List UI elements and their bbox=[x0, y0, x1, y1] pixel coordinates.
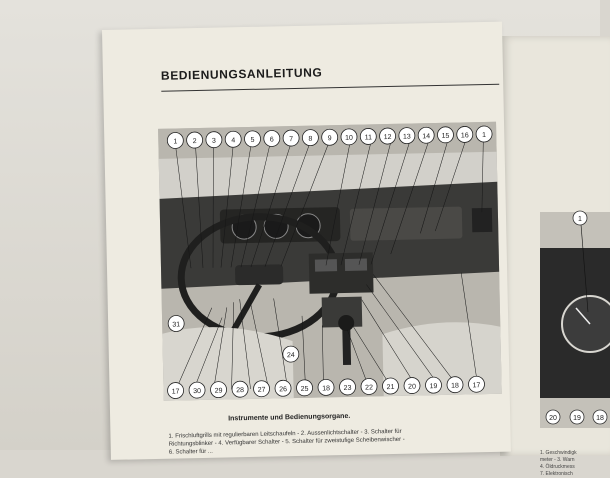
top-callout-label: 8 bbox=[308, 135, 313, 143]
dashboard-illustration bbox=[158, 122, 502, 401]
bottom-callout-label: 29 bbox=[214, 387, 223, 395]
top-callout-label: 6 bbox=[269, 136, 274, 144]
bottom-callout-label: 18 bbox=[451, 382, 460, 390]
bottom-callout-label: 22 bbox=[365, 384, 374, 392]
top-callout-label: 5 bbox=[250, 136, 255, 144]
top-callout-label: 15 bbox=[441, 132, 450, 140]
caption-line: 1. Frischluftgrills mit regulierbaren Leitschaufeln - 2. Aussenlichtschalter - 3. Schalter für bbox=[168, 428, 402, 440]
page-heading: BEDIENUNGSANLEITUNG bbox=[160, 65, 323, 83]
bottom-callout-label: 19 bbox=[429, 383, 438, 391]
right-label-0: 1 bbox=[578, 216, 582, 223]
top-callout-label: 14 bbox=[422, 133, 431, 141]
console-switch-right bbox=[345, 259, 367, 271]
bottom-callout-label: 25 bbox=[300, 385, 309, 393]
right-page-photo bbox=[540, 212, 610, 428]
speedometer-gauge bbox=[562, 296, 610, 352]
bottom-callout-label: 20 bbox=[408, 383, 417, 391]
right-caption-line: 1. Geschwindigk bbox=[540, 450, 577, 456]
bottom-callout-label: 17 bbox=[171, 388, 180, 396]
right-label-2: 19 bbox=[573, 415, 581, 422]
top-callout-label: 3 bbox=[211, 137, 216, 145]
caption-line: Richtungsblinker - 4. Verfügbarer Schalter - 5. Schalter für zweistufige Scheibenwischer - bbox=[168, 436, 405, 448]
top-callout-label: 1 bbox=[482, 131, 487, 140]
bottom-callout-label: 26 bbox=[279, 386, 288, 394]
top-callout-label: 9 bbox=[327, 135, 332, 143]
bottom-callout-label: 21 bbox=[386, 383, 395, 392]
top-callout-label: 4 bbox=[231, 137, 236, 145]
right-caption-line: 7. Elektronisch bbox=[540, 471, 573, 477]
top-callout-label: 7 bbox=[289, 136, 294, 144]
heading-rule bbox=[161, 84, 499, 92]
left-page bbox=[102, 22, 511, 460]
top-callout-label: 12 bbox=[383, 133, 392, 142]
bottom-callout-label: 23 bbox=[343, 384, 352, 393]
top-callout-label: 10 bbox=[345, 134, 353, 142]
photo-caption-title: Instrumente und Bedienungsorgane. bbox=[228, 412, 351, 423]
bottom-callout-label: 30 bbox=[193, 388, 202, 396]
photo-caption-text bbox=[168, 426, 498, 457]
top-callout-label: 1 bbox=[173, 138, 178, 146]
dashboard-photo bbox=[158, 122, 502, 401]
bottom-callout-label: 17 bbox=[472, 382, 481, 390]
left-callout-label: 24 bbox=[286, 352, 295, 360]
top-callout-label: 2 bbox=[192, 138, 197, 146]
bottom-callout-label: 28 bbox=[236, 387, 245, 395]
top-callout-label: 13 bbox=[402, 133, 411, 141]
steering-hub bbox=[235, 264, 283, 285]
right-page bbox=[500, 36, 610, 477]
top-callout-label: 16 bbox=[460, 132, 469, 140]
right-label-1: 20 bbox=[549, 415, 557, 422]
right-caption-line: 4. Öldruckmess bbox=[540, 464, 575, 470]
right-caption-line: meter - 3. Warn bbox=[540, 457, 575, 463]
right-label-3: 18 bbox=[596, 415, 604, 422]
bottom-callout-label: 18 bbox=[322, 385, 331, 393]
left-callout-label: 31 bbox=[172, 321, 181, 329]
top-callout-label: 11 bbox=[364, 134, 373, 142]
right-caption bbox=[540, 450, 610, 478]
caption-line: 6. Schalter für ... bbox=[168, 448, 213, 456]
bottom-callout-label: 27 bbox=[257, 386, 266, 394]
